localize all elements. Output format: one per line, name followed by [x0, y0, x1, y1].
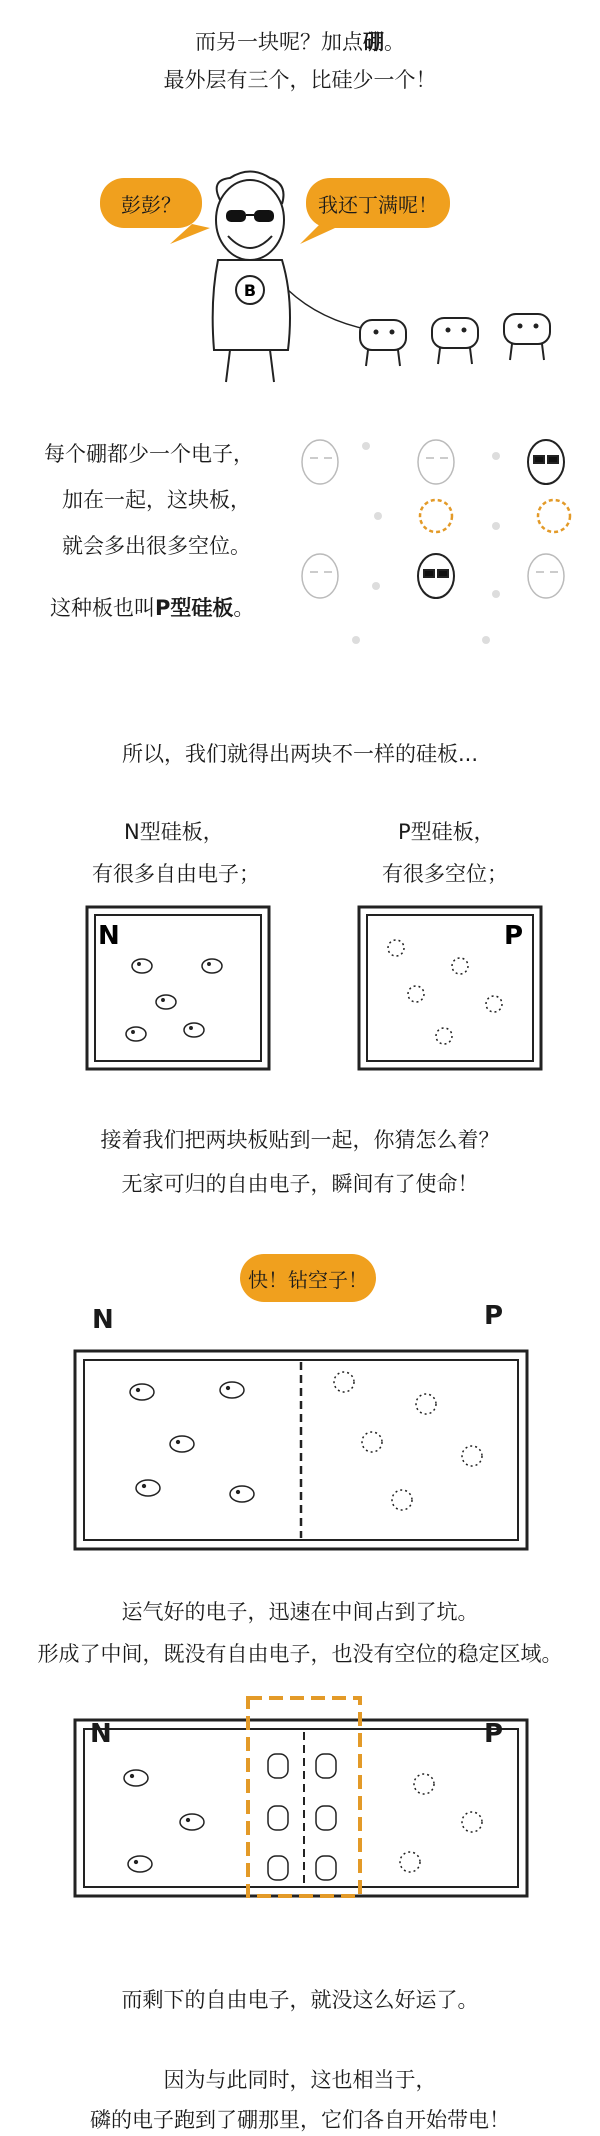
electron-icon — [136, 1480, 160, 1496]
intro-line-1 — [0, 28, 600, 56]
p-board-title: P型硅板， — [398, 820, 495, 844]
atom-face-icon — [302, 440, 338, 484]
electron-icon — [132, 959, 152, 973]
result-n-letter: N — [90, 1719, 112, 1749]
n-board-desc: 有很多自由电子； — [92, 862, 260, 886]
join-line-2: 无家可归的自由电子，瞬间有了使命！ — [121, 1172, 479, 1196]
p-board-letter: P — [504, 921, 524, 951]
badge-letter: B — [243, 281, 257, 300]
intro-line-1-emph: 硼 — [363, 30, 384, 54]
two-boards-intro: 所以，我们就得出两块不一样的硅板... — [121, 742, 479, 766]
electron-icon — [180, 1814, 204, 1830]
boron-line-3: 就会多出很多空位。 — [62, 534, 251, 558]
ending-line-2: 因为与此同时，这也相当于， — [163, 2068, 437, 2092]
boron-line-4 — [50, 594, 254, 622]
speech-bubble-hurry — [240, 1254, 376, 1302]
result-p-letter: P — [484, 1719, 504, 1749]
boron-face-icon — [528, 440, 564, 484]
intro-line-2: 最外层有三个，比硅少一个！ — [163, 68, 437, 92]
boron-line-4-prefix: 这种板也叫 — [50, 596, 155, 620]
intro-line-1-suffix: 。 — [384, 30, 405, 54]
n-type-board — [84, 904, 272, 1072]
hole-circle — [420, 500, 452, 532]
boron-line-4-emph: P型硅板 — [155, 596, 234, 620]
ending-line-1: 而剩下的自由电子，就没这么好运了。 — [121, 1988, 479, 2012]
electron-icon — [184, 1023, 204, 1037]
speech-bubble-left-text: 彭彭？ — [121, 192, 181, 217]
speech-bubble-hurry-text: 快！钻空子！ — [248, 1267, 368, 1292]
depletion-board — [72, 1694, 530, 1900]
p-type-board — [356, 904, 544, 1072]
dog-icon — [504, 314, 550, 360]
ending-line-3: 磷的电子跑到了硼那里，它们各自开始带电！ — [90, 2108, 510, 2132]
joined-n-letter: N — [92, 1305, 114, 1335]
boron-face-icon — [418, 554, 454, 598]
boron-line-4-suffix: 。 — [233, 596, 255, 620]
boron-character-illustration — [170, 160, 570, 400]
boron-lattice-illustration — [296, 426, 576, 656]
result-line-2: 形成了中间，既没有自由电子，也没有空位的稳定区域。 — [37, 1642, 563, 1666]
electron-icon — [126, 1027, 146, 1041]
bubble-tail-left — [170, 224, 210, 244]
electron-icon — [170, 1436, 194, 1452]
p-board-desc: 有很多空位； — [382, 862, 508, 886]
result-line-1: 运气好的电子，迅速在中间占到了坑。 — [121, 1600, 479, 1624]
joined-p-letter: P — [484, 1301, 504, 1331]
join-line-1: 接着我们把两块板贴到一起，你猜怎么着？ — [100, 1128, 500, 1152]
n-board-title: N型硅板， — [124, 820, 224, 844]
joined-board — [72, 1348, 530, 1552]
sunglasses-left-lens — [226, 210, 246, 222]
hole-circle — [538, 500, 570, 532]
dog-icon — [432, 318, 478, 364]
electron-icon — [128, 1856, 152, 1872]
dog-icon — [360, 320, 406, 366]
electron-icon — [156, 995, 176, 1009]
sunglasses-right-lens — [254, 210, 274, 222]
boron-line-1: 每个硼都少一个电子， — [44, 442, 254, 466]
atom-face-icon — [528, 554, 564, 598]
atom-face-icon — [302, 554, 338, 598]
atom-face-icon — [418, 440, 454, 484]
n-board-letter: N — [98, 921, 120, 951]
electron-icon — [130, 1384, 154, 1400]
electron-icon — [202, 959, 222, 973]
electron-icon — [220, 1382, 244, 1398]
intro-line-1-prefix: 而另一块呢？加点 — [195, 30, 363, 54]
speech-bubble-right-text: 我还丁满呢！ — [318, 192, 438, 217]
electron-icon — [124, 1770, 148, 1786]
electron-icon — [230, 1486, 254, 1502]
bubble-tail-right — [300, 224, 335, 244]
boron-line-2: 加在一起，这块板， — [62, 488, 251, 512]
